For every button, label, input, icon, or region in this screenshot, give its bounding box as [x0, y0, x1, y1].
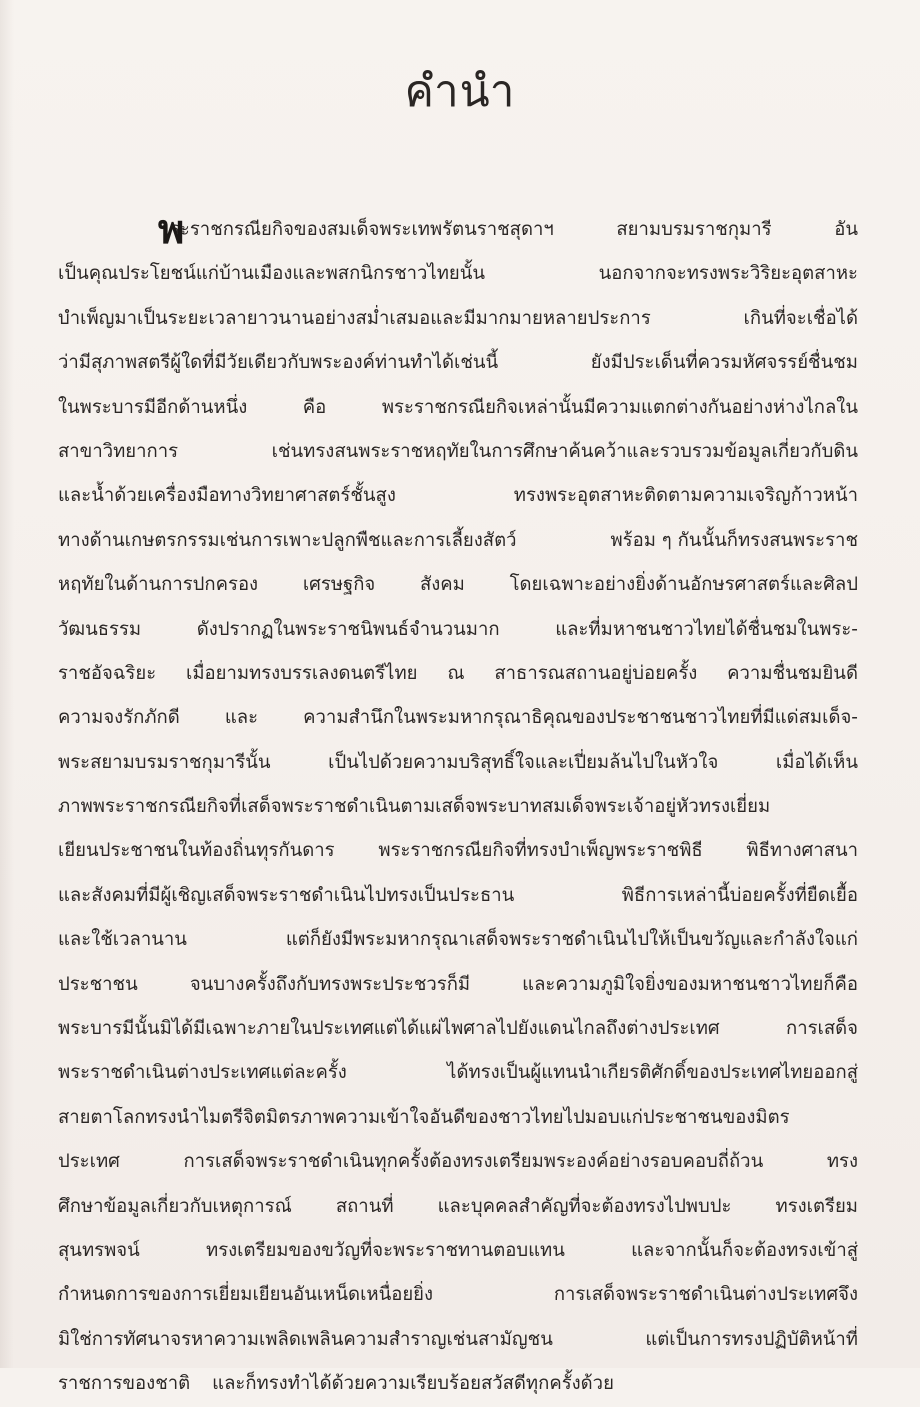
text-segment: โดยเฉพาะอย่างยิ่งด้านอักษรศาสตร์และศิลป [509, 574, 858, 596]
text-line [58, 741, 858, 785]
text-segment: พร้อม ๆ กันนั้นก็ทรงสนพระราช [610, 529, 858, 551]
text-segment: สาขาวิทยาการ [58, 440, 179, 462]
text-line [58, 252, 858, 296]
text-segment: และสังคมที่มีผู้เชิญเสด็จพระราชดำเนินไปทรงเป็นประธาน [58, 884, 515, 906]
text-segment: ได้ทรงเป็นผู้แทนนำเกียรติศักดิ์ของประเทศไทยออกสู่ [447, 1062, 858, 1084]
text-segment: แต่ก็ยังมีพระมหากรุณาเสด็จพระราชดำเนินไปให้เป็นขวัญและกำลังใจแก่ [285, 929, 858, 951]
preface-body [58, 208, 858, 1407]
text-segment: อัน [834, 219, 858, 240]
text-segment: สังคม [419, 574, 465, 596]
text-line [58, 1140, 858, 1184]
text-segment: เป็นไปด้วยความบริสุทธิ์ใจและเปี่ยมล้นไปในหัวใจ [328, 751, 719, 773]
text-line [58, 430, 858, 474]
text-line [58, 696, 858, 740]
text-segment: พระสยามบรมราชกุมารีนั้น [58, 751, 271, 773]
text-segment: ทรงเตรียม [775, 1195, 858, 1217]
page-edge-shadow [0, 0, 14, 1368]
text-segment: บำเพ็ญมาเป็นระยะเวลายาวนานอย่างสม่ำเสมอและมีมากมายหลายประการ [58, 307, 651, 329]
text-line [58, 341, 858, 385]
text-line [58, 1185, 858, 1229]
text-segment: พระราชกรณียกิจที่ทรงบำเพ็ญพระราชพิธี [378, 840, 703, 862]
text-segment: และน้ำด้วยเครื่องมือทางวิทยาศาสตร์ชั้นสูง [58, 485, 396, 507]
text-segment: สาธารณสถานอยู่บ่อยครั้ง [494, 662, 698, 684]
text-segment: การเสด็จพระราชดำเนินต่างประเทศจึง [553, 1284, 858, 1306]
text-segment: นอกจากจะทรงพระวิริยะอุตสาหะ [598, 263, 858, 285]
text-line [58, 829, 858, 873]
text-line [58, 652, 858, 696]
text-segment: เช่นทรงสนพระราชหฤทัยในการศึกษาค้นคว้าและรวบรวมข้อมูลเกี่ยวกับดิน [271, 440, 858, 462]
text-segment: พระราชกรณียกิจเหล่านั้นมีความแตกต่างกันอย่างห่างไกลใน [381, 396, 858, 418]
text-segment: ความสำนึกในพระมหากรุณาธิคุณของประชาชนชาวไทยที่มีแด่สมเด็จ- [303, 707, 858, 729]
drop-cap: พ [158, 206, 185, 253]
text-segment: เป็นคุณประโยชน์แก่บ้านเมืองและพสกนิกรชาวไทยนั้น [58, 263, 486, 285]
text-segment: การเสด็จพระราชดำเนินทุกครั้งต้องทรงเตรียมพระองค์อย่างรอบคอบถี่ถ้วน [183, 1151, 764, 1173]
text-segment: และก็ทรงทำได้ด้วยความเรียบร้อยสวัสดีทุกครั้งด้วย [212, 1373, 614, 1395]
text-line [58, 1007, 858, 1051]
text-segment: แต่เป็นการทรงปฏิบัติหน้าที่ [645, 1328, 858, 1350]
text-segment: และที่มหาชนชาวไทยได้ชื่นชมในพระ- [555, 618, 858, 640]
text-segment: และจากนั้นก็จะต้องทรงเข้าสู่ [631, 1239, 858, 1261]
text-segment: จนบางครั้งถึงกับทรงพระประชวรก็มี [189, 973, 471, 995]
text-line [58, 608, 858, 652]
text-line [58, 1229, 858, 1273]
text-segment: ภาพพระราชกรณียกิจที่เสด็จพระราชดำเนินตามเสด็จพระบาทสมเด็จพระเจ้าอยู่หัวทรงเยี่ยม [58, 796, 771, 818]
text-segment: สถานที่ [335, 1195, 394, 1217]
text-segment: ราชการของชาติ [58, 1373, 191, 1395]
text-segment: ว่ามีสุภาพสตรีผู้ใดที่มีวัยเดียวกับพระองค์ท่านทำได้เช่นนี้ [58, 352, 499, 374]
text-segment: หฤทัยในด้านการปกครอง [58, 574, 259, 596]
text-segment: พระราชดำเนินต่างประเทศแต่ละครั้ง [58, 1062, 347, 1084]
text-segment: สายตาโลกทรงนำไมตรีจิตมิตรภาพความเข้าใจอันดีของชาวไทยไปมอบแก่ประชาชนของมิตร [58, 1106, 790, 1128]
text-segment: เยียนประชาชนในท้องถิ่นทุรกันดาร [58, 840, 335, 862]
text-line [58, 785, 858, 829]
text-segment: เมื่อได้เห็น [775, 751, 858, 773]
text-line [58, 474, 858, 518]
text-segment: การเสด็จ [786, 1018, 858, 1040]
text-segment: ในพระบารมีอีกด้านหนึ่ง [58, 396, 248, 418]
text-segment: กำหนดการของการเยี่ยมเยียนอันเหน็ดเหนื่อยยิ่ง [58, 1284, 434, 1306]
text-segment: ประเทศ [58, 1151, 120, 1173]
text-segment: ทรงเตรียมของขวัญที่จะพระราชทานตอบแทน [206, 1239, 565, 1261]
text-segment: สยามบรมราชกุมารี [616, 219, 772, 240]
text-line [58, 563, 858, 607]
text-segment: และ [224, 707, 259, 729]
text-line [58, 297, 858, 341]
text-line [58, 519, 858, 563]
text-segment: เศรษฐกิจ [302, 574, 376, 596]
text-segment: และความภูมิใจยิ่งของมหาชนชาวไทยก็คือ [522, 973, 858, 995]
text-segment: ประชาชน [58, 973, 138, 995]
text-line [58, 1318, 858, 1362]
text-segment: ทรง [826, 1151, 858, 1173]
text-segment: ศึกษาข้อมูลเกี่ยวกับเหตุการณ์ [58, 1195, 292, 1217]
text-line [58, 963, 858, 1007]
page-title: คำนำ [404, 66, 516, 117]
text-segment: ความชื่นชมยินดี [727, 662, 858, 684]
text-segment: ทรงพระอุตสาหะติดตามความเจริญก้าวหน้า [513, 485, 858, 507]
text-segment: ความจงรักภักดี [58, 707, 180, 729]
text-segment: ดังปรากฏในพระราชนิพนธ์จำนวนมาก [196, 618, 500, 640]
text-segment: ยังมีประเด็นที่ควรมหัศจรรย์ชื่นชม [590, 352, 858, 374]
text-segment: พิธีการเหล่านี้บ่อยครั้งที่ยืดเยื้อ [621, 884, 858, 906]
text-segment: ระราชกรณียกิจของสมเด็จพระเทพรัตนราชสุดาฯ [170, 219, 554, 240]
text-line [58, 386, 858, 430]
text-segment: และบุคคลสำคัญที่จะต้องทรงไปพบปะ [437, 1195, 732, 1217]
text-segment: มิใช่การทัศนาจรหาความเพลิดเพลินความสำราญเช่นสามัญชน [58, 1328, 553, 1350]
text-line [58, 1096, 858, 1140]
text-segment: พิธีทางศาสนา [746, 840, 858, 862]
text-segment: ราชอัจฉริยะ [58, 662, 157, 684]
text-segment: วัฒนธรรม [58, 618, 142, 640]
text-segment: และใช้เวลานาน [58, 929, 187, 951]
text-segment: เกินที่จะเชื่อได้ [743, 307, 858, 329]
text-segment: สุนทรพจน์ [58, 1239, 140, 1261]
text-line [58, 1051, 858, 1095]
text-segment: ทางด้านเกษตรกรรมเช่นการเพาะปลูกพืชและการเลี้ยงสัตว์ [58, 529, 517, 551]
text-line [58, 1362, 858, 1406]
text-segment: ณ [447, 662, 465, 684]
text-segment: พระบารมีนั้นมิได้มีเฉพาะภายในประเทศแต่ได้แผ่ไพศาลไปยังแดนไกลถึงต่างประเทศ [58, 1018, 720, 1040]
text-line [58, 918, 858, 962]
text-segment: คือ [302, 396, 327, 418]
text-line [58, 874, 858, 918]
text-line [58, 1273, 858, 1317]
text-segment: เมื่อยามทรงบรรเลงดนตรีไทย [186, 662, 418, 684]
